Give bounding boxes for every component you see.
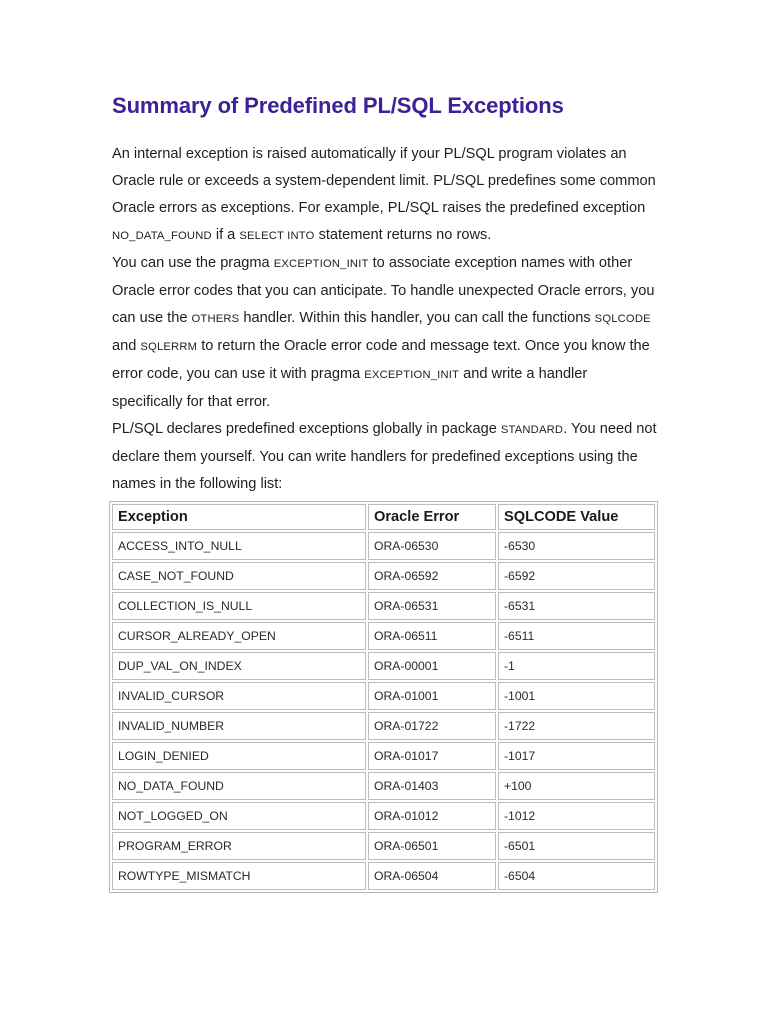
exception-name-cell: ACCESS_INTO_NULL	[112, 532, 366, 560]
code-sqlcode: SQLCODE	[594, 313, 651, 325]
table-row	[112, 682, 655, 710]
oracle-error-cell: ORA-01017	[368, 742, 496, 770]
code-sqlerrm: SQLERRM	[140, 341, 198, 353]
sqlcode-cell: -1012	[498, 802, 655, 830]
oracle-error-cell: ORA-00001	[368, 652, 496, 680]
oracle-error-cell: ORA-01403	[368, 772, 496, 800]
table-header-row	[112, 504, 655, 530]
standard-package-paragraph	[112, 416, 660, 498]
exception-name-cell: CURSOR_ALREADY_OPEN	[112, 622, 366, 650]
para3-text-1: PL/SQL declares predefined exceptions globally in package	[112, 421, 501, 437]
table-row	[112, 622, 655, 650]
exception-name-cell: INVALID_CURSOR	[112, 682, 366, 710]
sqlcode-cell: -1017	[498, 742, 655, 770]
sqlcode-cell: -1722	[498, 712, 655, 740]
table-row	[112, 772, 655, 800]
pragma-paragraph	[112, 250, 660, 416]
document-page	[112, 88, 660, 893]
oracle-error-cell: ORA-06530	[368, 532, 496, 560]
code-exception-init: EXCEPTION_INIT	[273, 258, 369, 270]
code-standard: STANDARD	[500, 424, 564, 436]
table-row	[112, 652, 655, 680]
exception-name-cell: INVALID_NUMBER	[112, 712, 366, 740]
code-exception-init-2: EXCEPTION_INIT	[364, 369, 460, 381]
para2-text-6: and write a handler specifically for that error.	[112, 366, 588, 410]
code-no-data-found: NO_DATA_FOUND	[112, 230, 212, 242]
exception-name-cell: COLLECTION_IS_NULL	[112, 592, 366, 620]
para2-text-4: and	[112, 338, 141, 354]
para2-text-5: to return the Oracle error code and message text. Once you know the error code, you can use it with pragma	[112, 338, 650, 382]
sqlcode-cell: -6511	[498, 622, 655, 650]
para1-text-1: An internal exception is raised automatically if your PL/SQL program violates an Oracle rule or exceeds a system-dependent limit. PL/SQL predefines some common Oracle errors as exceptions. For example, PL/SQL raises the predefined exception	[112, 146, 656, 216]
table-row	[112, 532, 655, 560]
intro-paragraph	[112, 141, 660, 250]
sqlcode-cell: -6501	[498, 832, 655, 860]
header-exception: Exception	[112, 504, 366, 530]
exceptions-table	[109, 501, 658, 893]
table-row	[112, 832, 655, 860]
para2-text-1: You can use the pragma	[112, 255, 274, 271]
oracle-error-cell: ORA-06531	[368, 592, 496, 620]
table-row	[112, 862, 655, 890]
exception-name-cell: CASE_NOT_FOUND	[112, 562, 366, 590]
sqlcode-cell: -6592	[498, 562, 655, 590]
exception-name-cell: LOGIN_DENIED	[112, 742, 366, 770]
exception-name-cell: DUP_VAL_ON_INDEX	[112, 652, 366, 680]
table-row	[112, 562, 655, 590]
table-row	[112, 802, 655, 830]
para2-text-3: handler. Within this handler, you can call the functions	[239, 310, 595, 326]
oracle-error-cell: ORA-06504	[368, 862, 496, 890]
sqlcode-cell: -1	[498, 652, 655, 680]
table-row	[112, 592, 655, 620]
table-row	[112, 712, 655, 740]
header-oracle-error: Oracle Error	[368, 504, 496, 530]
sqlcode-cell: -6530	[498, 532, 655, 560]
oracle-error-cell: ORA-06592	[368, 562, 496, 590]
para1-text-3: statement returns no rows.	[314, 227, 492, 243]
para1-text-2: if a	[211, 227, 240, 243]
exception-name-cell: ROWTYPE_MISMATCH	[112, 862, 366, 890]
page-title: Summary of Predefined PL/SQL Exceptions	[112, 93, 564, 118]
exception-name-cell: NOT_LOGGED_ON	[112, 802, 366, 830]
oracle-error-cell: ORA-06511	[368, 622, 496, 650]
exception-name-cell: PROGRAM_ERROR	[112, 832, 366, 860]
table-row	[112, 742, 655, 770]
oracle-error-cell: ORA-01722	[368, 712, 496, 740]
sqlcode-cell: -1001	[498, 682, 655, 710]
sqlcode-cell: -6531	[498, 592, 655, 620]
para2-text-2: to associate exception names with other Oracle error codes that you can anticipate. To handle unexpected Oracle errors, you can use the	[112, 255, 655, 326]
oracle-error-cell: ORA-06501	[368, 832, 496, 860]
sqlcode-cell: +100	[498, 772, 655, 800]
code-others: OTHERS	[191, 313, 240, 325]
oracle-error-cell: ORA-01012	[368, 802, 496, 830]
para3-text-2: . You need not declare them yourself. You can write handlers for predefined exceptions using the names in the following list:	[112, 421, 657, 492]
sqlcode-cell: -6504	[498, 862, 655, 890]
exception-name-cell: NO_DATA_FOUND	[112, 772, 366, 800]
header-sqlcode-value: SQLCODE Value	[498, 504, 655, 530]
oracle-error-cell: ORA-01001	[368, 682, 496, 710]
code-select-into: SELECT INTO	[239, 230, 315, 242]
